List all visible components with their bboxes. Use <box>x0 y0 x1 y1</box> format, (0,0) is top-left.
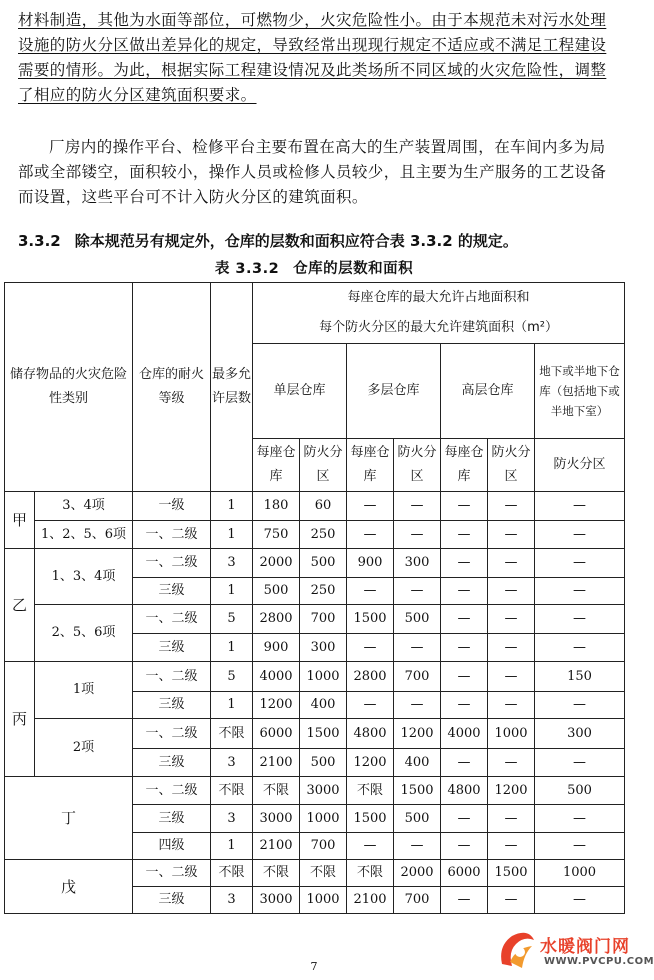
rating-cell: 一、二级 <box>133 662 211 692</box>
table-number: 表 3.3.2 <box>214 261 280 277</box>
high-zone-cell: — <box>488 692 535 719</box>
intro-line: 了相应的防火分区建筑面积要求。 <box>18 86 257 104</box>
intro-underlined-paragraph <box>18 8 614 108</box>
multi-zone-cell: 700 <box>394 887 441 914</box>
floors-cell: 1 <box>211 492 253 521</box>
floors-cell: 不限 <box>211 777 253 805</box>
header-max-area-line2: 每个防火分区的最大允许建筑面积（m²） <box>319 320 558 335</box>
header-max-area <box>253 283 625 344</box>
floors-cell: 3 <box>211 549 253 578</box>
multi-zone-cell: — <box>394 492 441 521</box>
underground-zone-cell: — <box>535 578 625 605</box>
multi-building-cell: 2800 <box>347 662 394 692</box>
underground-zone-cell: — <box>535 605 625 634</box>
header-multi: 多层仓库 <box>347 344 441 439</box>
header-per-building: 每座仓库 <box>253 439 300 492</box>
single-zone-cell: 3000 <box>300 777 347 805</box>
multi-building-cell: 不限 <box>347 777 394 805</box>
floors-cell: 1 <box>211 578 253 605</box>
header-per-zone: 防火分区 <box>535 439 625 492</box>
multi-building-cell: 2100 <box>347 887 394 914</box>
single-zone-cell: 700 <box>300 833 347 860</box>
floors-cell: 1 <box>211 521 253 549</box>
table-row <box>5 549 625 578</box>
single-zone-cell: 250 <box>300 521 347 549</box>
single-zone-cell: 60 <box>300 492 347 521</box>
category-cell: 丙 <box>5 662 35 777</box>
single-building-cell: 2000 <box>253 549 300 578</box>
table-title <box>0 257 628 278</box>
floors-cell: 3 <box>211 887 253 914</box>
multi-building-cell: 900 <box>347 549 394 578</box>
multi-zone-cell: — <box>394 833 441 860</box>
subcategory-cell: 2项 <box>35 719 133 777</box>
multi-building-cell: 1200 <box>347 749 394 777</box>
underground-zone-cell: — <box>535 492 625 521</box>
multi-building-cell: 4800 <box>347 719 394 749</box>
valve-logo-icon <box>494 928 540 974</box>
subcategory-cell: 1、2、5、6项 <box>35 521 133 549</box>
single-building-cell: 6000 <box>253 719 300 749</box>
table-caption: 仓库的层数和面积 <box>293 261 414 277</box>
rating-cell: 四级 <box>133 833 211 860</box>
multi-zone-cell: 2000 <box>394 860 441 887</box>
single-zone-cell: 300 <box>300 634 347 662</box>
underground-zone-cell: — <box>535 833 625 860</box>
multi-zone-cell: 500 <box>394 805 441 833</box>
warehouse-area-table <box>4 282 625 914</box>
underground-zone-cell: — <box>535 549 625 578</box>
rating-cell: 一、二级 <box>133 719 211 749</box>
multi-building-cell: — <box>347 692 394 719</box>
single-building-cell: 500 <box>253 578 300 605</box>
high-zone-cell: — <box>488 492 535 521</box>
single-zone-cell: 250 <box>300 578 347 605</box>
header-per-building: 每座仓库 <box>347 439 394 492</box>
table-row <box>5 662 625 692</box>
table-body <box>5 492 625 914</box>
category-cell: 乙 <box>5 549 35 662</box>
clause-number: 3.3.2 <box>18 232 61 250</box>
floors-cell: 3 <box>211 749 253 777</box>
subcategory-cell: 2、5、6项 <box>35 605 133 662</box>
single-building-cell: 900 <box>253 634 300 662</box>
multi-zone-cell: — <box>394 634 441 662</box>
rating-cell: 一、二级 <box>133 521 211 549</box>
underground-zone-cell: — <box>535 887 625 914</box>
multi-zone-cell: 500 <box>394 605 441 634</box>
subcategory-cell: 3、4项 <box>35 492 133 521</box>
header-per-zone: 防火分区 <box>300 439 347 492</box>
single-zone-cell: 1500 <box>300 719 347 749</box>
high-building-cell: — <box>441 521 488 549</box>
header-category: 储存物品的火灾危险性类别 <box>5 283 133 492</box>
underground-zone-cell: — <box>535 749 625 777</box>
rating-cell: 一级 <box>133 492 211 521</box>
high-building-cell: 6000 <box>441 860 488 887</box>
single-building-cell: 不限 <box>253 860 300 887</box>
intro-line: 设施的防火分区做出差异化的规定，导致经常出现现行规定不适应或不满足工程建设 <box>18 36 607 54</box>
table-row <box>5 492 625 521</box>
rating-cell: 三级 <box>133 634 211 662</box>
page-number: 7 <box>310 960 318 973</box>
table-row <box>5 860 625 887</box>
high-building-cell: — <box>441 805 488 833</box>
header-high: 高层仓库 <box>441 344 535 439</box>
high-building-cell: — <box>441 833 488 860</box>
multi-zone-cell: — <box>394 521 441 549</box>
single-zone-cell: 400 <box>300 692 347 719</box>
multi-building-cell: 1500 <box>347 805 394 833</box>
rating-cell: 一、二级 <box>133 549 211 578</box>
high-building-cell: 4000 <box>441 719 488 749</box>
high-building-cell: — <box>441 662 488 692</box>
multi-building-cell: — <box>347 492 394 521</box>
high-zone-cell: 1200 <box>488 777 535 805</box>
subcategory-cell: 1项 <box>35 662 133 719</box>
high-zone-cell: 1000 <box>488 719 535 749</box>
high-zone-cell: — <box>488 578 535 605</box>
underground-zone-cell: — <box>535 692 625 719</box>
single-building-cell: 4000 <box>253 662 300 692</box>
multi-zone-cell: 700 <box>394 662 441 692</box>
subcategory-cell: 1、3、4项 <box>35 549 133 605</box>
high-building-cell: — <box>441 887 488 914</box>
table-row <box>5 605 625 634</box>
single-zone-cell: 1000 <box>300 887 347 914</box>
header-per-building: 每座仓库 <box>441 439 488 492</box>
high-zone-cell: — <box>488 805 535 833</box>
category-cell: 戊 <box>5 860 133 914</box>
floors-cell: 3 <box>211 805 253 833</box>
underground-zone-cell: — <box>535 521 625 549</box>
floors-cell: 不限 <box>211 719 253 749</box>
single-building-cell: 2100 <box>253 749 300 777</box>
watermark-text: 水暖阀门网 <box>540 937 630 957</box>
multi-zone-cell: 300 <box>394 549 441 578</box>
table-row <box>5 777 625 805</box>
single-zone-cell: 500 <box>300 549 347 578</box>
rating-cell: 三级 <box>133 578 211 605</box>
floors-cell: 1 <box>211 634 253 662</box>
single-zone-cell: 700 <box>300 605 347 634</box>
floors-cell: 1 <box>211 833 253 860</box>
single-zone-cell: 1000 <box>300 805 347 833</box>
high-building-cell: — <box>441 549 488 578</box>
single-zone-cell: 不限 <box>300 860 347 887</box>
single-building-cell: 3000 <box>253 805 300 833</box>
single-zone-cell: 500 <box>300 749 347 777</box>
site-watermark <box>494 928 654 974</box>
single-building-cell: 3000 <box>253 887 300 914</box>
header-per-zone: 防火分区 <box>394 439 441 492</box>
high-building-cell: 4800 <box>441 777 488 805</box>
high-zone-cell: — <box>488 887 535 914</box>
watermark-url: WWW.PVCPU.COM <box>544 956 654 967</box>
rating-cell: 一、二级 <box>133 860 211 887</box>
multi-building-cell: — <box>347 634 394 662</box>
single-building-cell: 不限 <box>253 777 300 805</box>
table-row <box>5 521 625 549</box>
multi-zone-cell: 1200 <box>394 719 441 749</box>
single-building-cell: 750 <box>253 521 300 549</box>
rating-cell: 三级 <box>133 692 211 719</box>
multi-building-cell: — <box>347 833 394 860</box>
header-max-area-line1: 每座仓库的最大允许占地面积和 <box>347 290 530 305</box>
underground-zone-cell: 300 <box>535 719 625 749</box>
header-single: 单层仓库 <box>253 344 347 439</box>
underground-zone-cell: 150 <box>535 662 625 692</box>
header-rating: 仓库的耐火等级 <box>133 283 211 492</box>
high-building-cell: — <box>441 692 488 719</box>
high-zone-cell: — <box>488 521 535 549</box>
rating-cell: 三级 <box>133 749 211 777</box>
multi-building-cell: — <box>347 578 394 605</box>
rating-cell: 三级 <box>133 887 211 914</box>
single-building-cell: 2800 <box>253 605 300 634</box>
header-underground: 地下或半地下仓库（包括地下或半地下室） <box>535 344 625 439</box>
multi-zone-cell: — <box>394 578 441 605</box>
clause-text: 除本规范另有规定外，仓库的层数和面积应符合表 3.3.2 的规定。 <box>74 232 518 250</box>
high-zone-cell: — <box>488 634 535 662</box>
category-cell: 甲 <box>5 492 35 549</box>
header-floors: 最多允许层数 <box>211 283 253 492</box>
high-zone-cell: — <box>488 749 535 777</box>
floors-cell: 5 <box>211 605 253 634</box>
floors-cell: 1 <box>211 692 253 719</box>
high-zone-cell: — <box>488 833 535 860</box>
underground-zone-cell: — <box>535 805 625 833</box>
rating-cell: 三级 <box>133 805 211 833</box>
high-zone-cell: 1500 <box>488 860 535 887</box>
underground-zone-cell: 1000 <box>535 860 625 887</box>
table-row <box>5 719 625 749</box>
category-cell: 丁 <box>5 777 133 860</box>
platform-paragraph: 厂房内的操作平台、检修平台主要布置在高大的生产装置周围，在车间内多为局部或全部镂空，面积较小，操作人员或检修人员较少，且主要为生产服务的工艺设备而设置，这些平台可不计入防火分区的建筑面积。 <box>18 138 607 206</box>
clause-heading <box>18 230 518 251</box>
floors-cell: 不限 <box>211 860 253 887</box>
intro-line: 材料制造，其他为水面等部位，可燃物少，火灾危险性小。由于本规范未对污水处理 <box>18 11 607 29</box>
rating-cell: 一、二级 <box>133 777 211 805</box>
high-zone-cell: — <box>488 662 535 692</box>
high-building-cell: — <box>441 605 488 634</box>
floors-cell: 5 <box>211 662 253 692</box>
high-building-cell: — <box>441 749 488 777</box>
single-building-cell: 2100 <box>253 833 300 860</box>
single-zone-cell: 1000 <box>300 662 347 692</box>
multi-zone-cell: 400 <box>394 749 441 777</box>
multi-zone-cell: — <box>394 692 441 719</box>
underground-zone-cell: — <box>535 634 625 662</box>
multi-building-cell: — <box>347 521 394 549</box>
single-building-cell: 180 <box>253 492 300 521</box>
multi-zone-cell: 1500 <box>394 777 441 805</box>
high-building-cell: — <box>441 578 488 605</box>
underground-zone-cell: 500 <box>535 777 625 805</box>
single-building-cell: 1200 <box>253 692 300 719</box>
high-building-cell: — <box>441 492 488 521</box>
high-zone-cell: — <box>488 605 535 634</box>
header-per-zone: 防火分区 <box>488 439 535 492</box>
multi-building-cell: 1500 <box>347 605 394 634</box>
intro-line: 需要的情形。为此，根据实际工程建设情况及此类场所不同区域的火灾危险性，调整 <box>18 61 607 79</box>
rating-cell: 一、二级 <box>133 605 211 634</box>
high-building-cell: — <box>441 634 488 662</box>
high-zone-cell: — <box>488 549 535 578</box>
multi-building-cell: 不限 <box>347 860 394 887</box>
